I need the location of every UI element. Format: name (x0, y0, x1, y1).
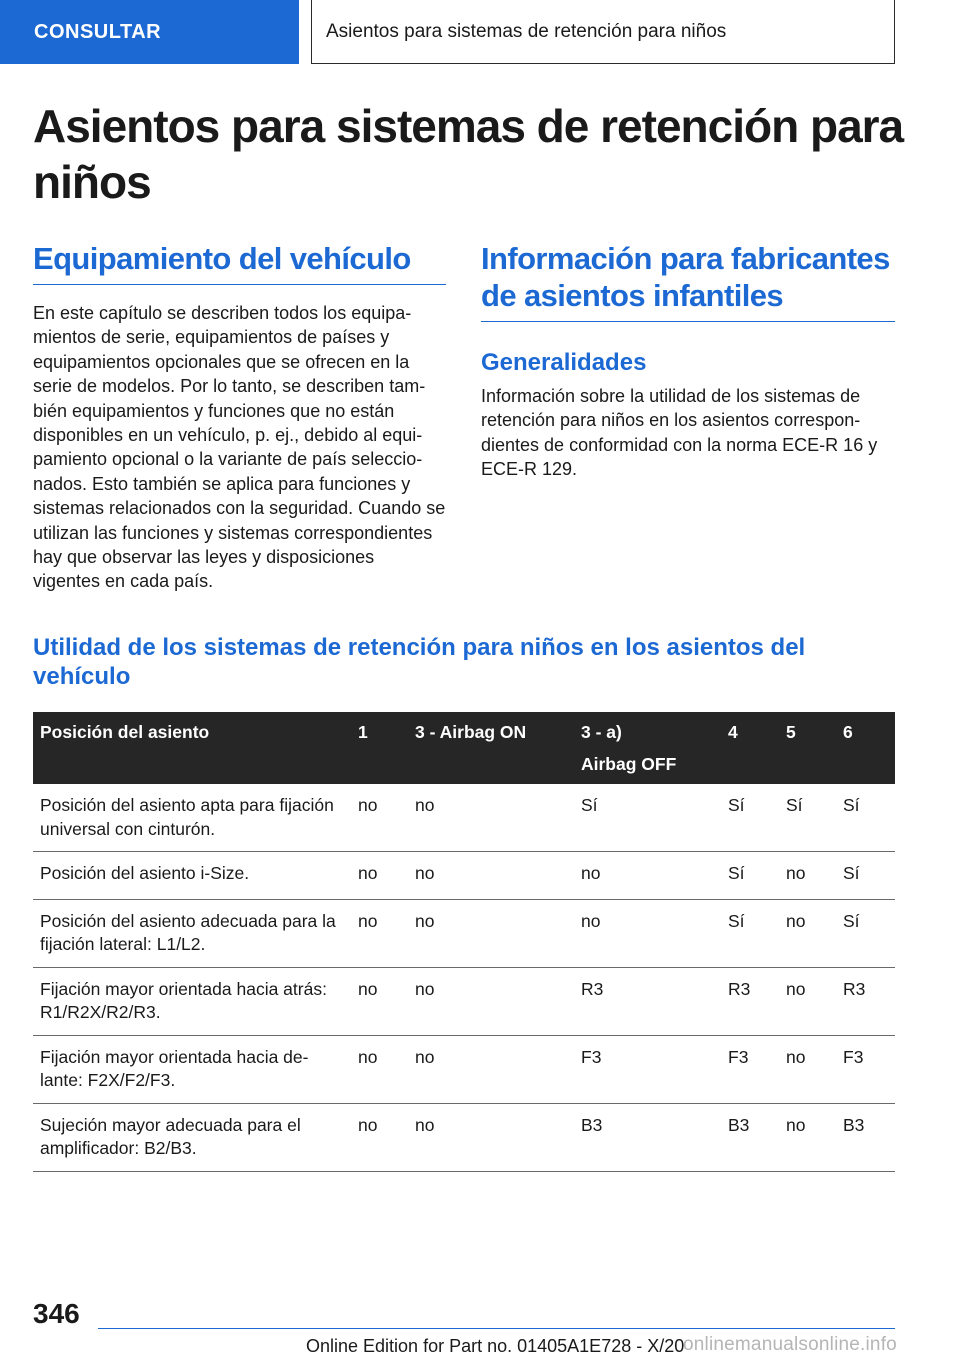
table-header-row (33, 712, 895, 784)
table-cell: no (408, 1035, 574, 1103)
table-header-cell: 6 (836, 712, 895, 784)
table-cell: no (779, 1103, 836, 1171)
table-cell: no (351, 1103, 408, 1171)
table-cell: B3 (721, 1103, 779, 1171)
table-cell: Sujeción mayor adecuada para el amplificador: B2/B3. (33, 1103, 351, 1171)
table-cell: Sí (721, 784, 779, 852)
table-cell: F3 (721, 1035, 779, 1103)
table-cell: no (779, 899, 836, 967)
table-cell: no (779, 852, 836, 900)
table-cell: Fijación mayor orientada hacia delante: F2X/F2/F3. (33, 1035, 351, 1103)
table-header-cell: 1 (351, 712, 408, 784)
table-cell: no (779, 967, 836, 1035)
table-cell: no (408, 784, 574, 852)
page-title: Asientos para sistemas de retención para niños (33, 100, 904, 208)
page-number: 346 (33, 1298, 80, 1329)
heading-equipamiento: Equipamiento del vehículo (33, 240, 446, 285)
table-header-cell: 3 - Airbag ON (408, 712, 574, 784)
table-section-title: Utilidad de los sistemas de retención para niños en los asientos del vehículo (33, 634, 806, 690)
table-row (33, 967, 895, 1035)
table-cell: no (351, 852, 408, 900)
table-header-cell: 5 (779, 712, 836, 784)
table-cell: B3 (574, 1103, 721, 1171)
table-cell: no (351, 967, 408, 1035)
table-cell: Sí (721, 899, 779, 967)
right-column (481, 240, 895, 482)
table-cell: Posición del asiento i-Size. (33, 852, 351, 900)
table-cell: Posición del asiento adecuada para la fijación lateral: L1/L2. (33, 899, 351, 967)
footer-edition-text: Online Edition for Part no. 01405A1E728 - X/20 (306, 1336, 685, 1356)
table-row (33, 899, 895, 967)
table-cell: Sí (779, 784, 836, 852)
watermark: onlinemanualsonline.info (683, 1334, 897, 1355)
table-cell: no (574, 852, 721, 900)
heading-informacion-fabricantes: Información para fabricantes de asientos infantiles (481, 240, 895, 322)
table-cell: R3 (574, 967, 721, 1035)
table-cell: Sí (836, 899, 895, 967)
table-cell: Posición del asiento apta para fijación universal con cinturón. (33, 784, 351, 852)
header-line-2: Airbag OFF (581, 753, 677, 774)
header-line-1: 3 - a) (581, 722, 622, 742)
footer-divider (98, 1328, 895, 1329)
table-cell: Sí (721, 852, 779, 900)
table-header-cell: Posición del asiento (33, 712, 351, 784)
table-header-cell: 4 (721, 712, 779, 784)
table-row (33, 852, 895, 900)
table-cell: R3 (721, 967, 779, 1035)
table-row (33, 784, 895, 852)
table-cell: no (779, 1035, 836, 1103)
table-cell: Sí (836, 784, 895, 852)
generalidades-text: Información sobre la utilidad de los sistemas de retención para niños en los asientos correspondientes de conformidad con la norma ECE-R 16 y ECE-R 129. (481, 386, 878, 480)
table-cell: no (351, 1035, 408, 1103)
heading-generalidades: Generalidades (481, 349, 647, 376)
seat-suitability-table (33, 712, 895, 1172)
table-cell: B3 (836, 1103, 895, 1171)
table-cell: no (351, 899, 408, 967)
table-cell: no (408, 852, 574, 900)
table-row (33, 1103, 895, 1171)
table-cell: no (351, 784, 408, 852)
table-cell: F3 (836, 1035, 895, 1103)
table-cell: no (408, 967, 574, 1035)
table-cell: no (574, 899, 721, 967)
table-header-cell (574, 712, 721, 784)
table-cell: no (408, 899, 574, 967)
table-cell: Sí (574, 784, 721, 852)
running-title: Asientos para sistemas de retención para niños (311, 0, 895, 64)
left-column (33, 240, 446, 594)
table-cell: F3 (574, 1035, 721, 1103)
table-cell: Sí (836, 852, 895, 900)
equipamiento-text: En este capítulo se describen todos los equipamientos de serie, equipamientos de países y equipamientos opcionales que se ofrecen en la serie de modelos. Por lo tanto, se describen también equipamientos y funciones que no están disponibles en un vehículo, p. ej., debido al equipamiento opcional o la variante de país seleccionados. Esto también se aplica para funciones y sistemas relacionados con la seguridad. Cuando se utilizan las funciones y sistemas correspondientes hay que observar las leyes y disposiciones vigentes en cada país. (33, 303, 446, 592)
table-cell: R3 (836, 967, 895, 1035)
section-tab: CONSULTAR (0, 0, 299, 64)
table-cell: no (408, 1103, 574, 1171)
table-row (33, 1035, 895, 1103)
table-cell: Fijación mayor orientada hacia atrás: R1/R2X/R2/R3. (33, 967, 351, 1035)
